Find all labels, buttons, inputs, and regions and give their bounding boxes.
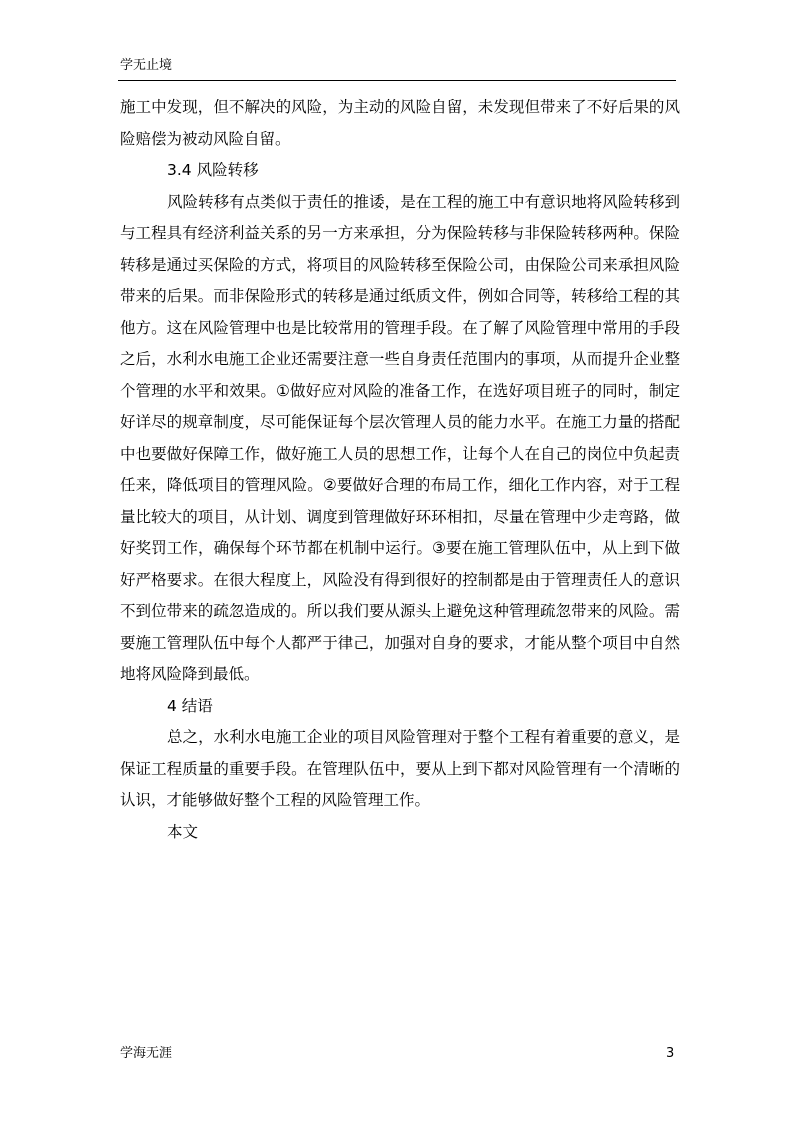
document-body xyxy=(120,92,680,848)
section-heading-3-4: 3.4 风险转移 xyxy=(167,161,259,179)
section-heading-4: 4 结语 xyxy=(167,696,213,715)
header-divider xyxy=(118,80,676,81)
page-number: 3 xyxy=(666,1046,675,1061)
paragraph-3: 总之，水利水电施工企业的项目风险管理对于整个工程有着重要的意义，是保证工程质量的重要手段。在管理队伍中，要从上到下都对风险管理有一个清晰的认识，才能够做好整个工程的风险管理工作。 xyxy=(120,728,680,809)
paragraph-2: 风险转移有点类似于责任的推诿，是在工程的施工中有意识地将风险转移到与工程具有经济利益关系的另一方来承担，分为保险转移与非保险转移两种。保险转移是通过买保险的方式，将项目的风险转移至保险公司，由保险公司来承担风险带来的后果。而非保险形式的转移是通过纸质文件，例如合同等，转移给工程的其他方。这在风险管理中也是比较常用的管理手段。在了解了风险管理中常用的手段之后，水利水电施工企业还需要注意一些自身责任范围内的事项，从而提升企业整个管理的水平和效果。①做好应对风险的准备工作，在选好项目班子的同时，制定好详尽的规章制度，尽可能保证每个层次管理人员的能力水平。在施工力量的搭配中也要做好保障工作，做好施工人员的思想工作，让每个人在自己的岗位中负起责任来，降低项目的管理风险。②要做好合理的布局工作，细化工作内容，对于工程量比较大的项目，从计划、调度到管理做好环环相扣，尽量在管理中少走弯路，做好奖罚工作，确保每个环节都在机制中运行。③要在施工管理队伍中，从上到下做好严格要求。在很大程度上，风险没有得到很好的控制都是由于管理责任人的意识不到位带来的疏忽造成的。所以我们要从源头上避免这种管理疏忽带来的风险。需要施工管理队伍中每个人都严于律己，加强对自身的要求，才能从整个项目中自然地将风险降到最低。 xyxy=(120,192,680,683)
page-header: 学无止境 xyxy=(120,58,173,73)
paragraph-4: 本文 xyxy=(167,822,199,841)
page-footer: 学海无涯 xyxy=(120,1046,173,1061)
paragraph-1: 施工中发现，但不解决的风险，为主动的风险自留，未发现但带来了不好后果的风险赔偿为被动风险自留。 xyxy=(120,98,680,148)
